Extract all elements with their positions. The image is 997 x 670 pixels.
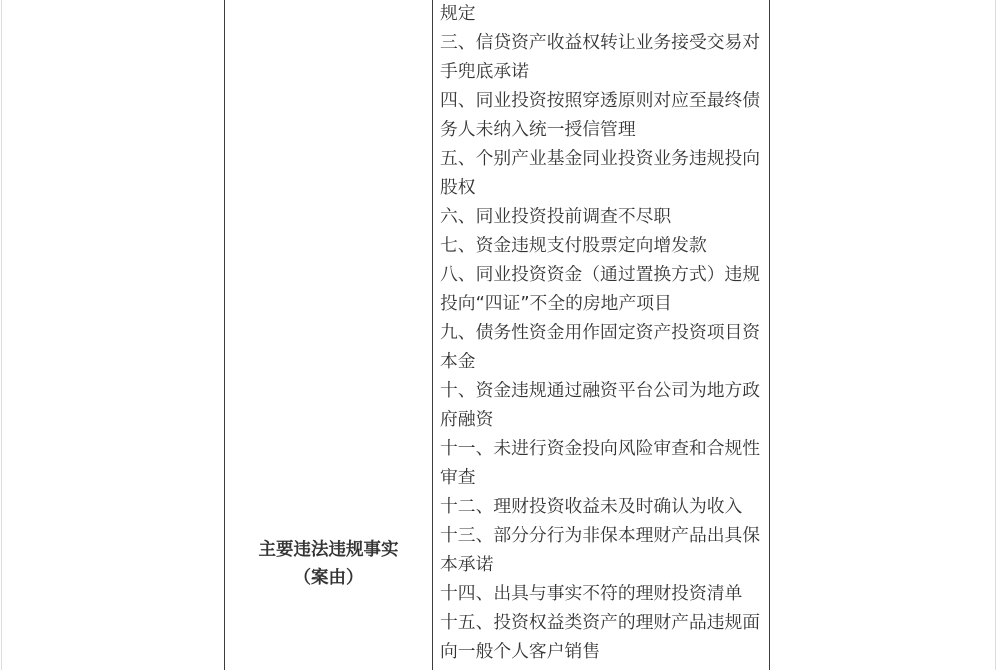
violation-item-line: 十、资金违规通过融资平台公司为地方政 xyxy=(440,380,761,401)
violation-item-line: 九、债务性资金用作固定资产投资项目资 xyxy=(440,322,761,343)
violation-item-line: 审查 xyxy=(440,467,476,488)
violation-item-line: 六、同业投资投前调查不尽职 xyxy=(440,206,672,227)
violation-item xyxy=(440,202,768,231)
table-cell-content xyxy=(433,0,769,670)
violation-item-line: 规定 xyxy=(440,3,476,24)
violation-item-line: 务人未纳入统一授信管理 xyxy=(440,119,636,140)
row-heading xyxy=(225,536,432,592)
violation-item xyxy=(440,144,768,202)
violation-item-line: 本金 xyxy=(440,351,476,372)
violation-item xyxy=(440,492,768,521)
violation-item xyxy=(440,318,768,376)
table-cell-blank xyxy=(2,0,224,670)
violation-item-line: 手兜底承诺 xyxy=(440,61,529,82)
violation-item xyxy=(440,376,768,434)
violation-item-line: 八、同业投资资金（通过置换方式）违规 xyxy=(440,264,761,285)
violation-item-line: 十四、出具与事实不符的理财投资清单 xyxy=(440,583,743,604)
violation-item xyxy=(440,260,768,318)
violation-item xyxy=(440,434,768,492)
violation-item-line: 府融资 xyxy=(440,409,494,430)
violation-item xyxy=(440,86,768,144)
violation-item-line: 本承诺 xyxy=(440,554,494,575)
violation-item-line: 十三、部分分行为非保本理财产品出具保 xyxy=(440,525,761,546)
violation-item xyxy=(440,521,768,579)
violation-item-line: 投向“四证”不全的房地产项目 xyxy=(440,293,672,314)
table-cell-label xyxy=(225,0,432,670)
violation-item-line: 四、同业投资按照穿透原则对应至最终债 xyxy=(440,90,761,111)
violation-item-line: 七、资金违规支付股票定向增发款 xyxy=(440,235,707,256)
table-column-divider xyxy=(769,0,770,670)
table-edge-right xyxy=(995,0,996,670)
violation-item xyxy=(440,579,768,608)
violation-item-line: 十二、理财投资收益未及时确认为收入 xyxy=(440,496,743,517)
row-heading-line: 主要违法违规事实 xyxy=(258,540,399,560)
violation-item xyxy=(440,28,768,86)
violation-item-line: 十一、未进行资金投向风险审查和合规性 xyxy=(440,438,761,459)
violation-item xyxy=(440,0,768,28)
violation-item-line: 十五、投资权益类资产的理财产品违规面 xyxy=(440,612,761,633)
violation-item-line: 五、个别产业基金同业投资业务违规投向 xyxy=(440,148,761,169)
violation-item-line: 三、信贷资产收益权转让业务接受交易对 xyxy=(440,32,761,53)
violation-item-line: 向一般个人客户销售 xyxy=(440,641,601,662)
violation-item-line: 股权 xyxy=(440,177,476,198)
violation-item xyxy=(440,608,768,666)
violation-list xyxy=(440,0,768,666)
violation-item xyxy=(440,231,768,260)
row-heading-subline: （案由） xyxy=(293,568,364,588)
